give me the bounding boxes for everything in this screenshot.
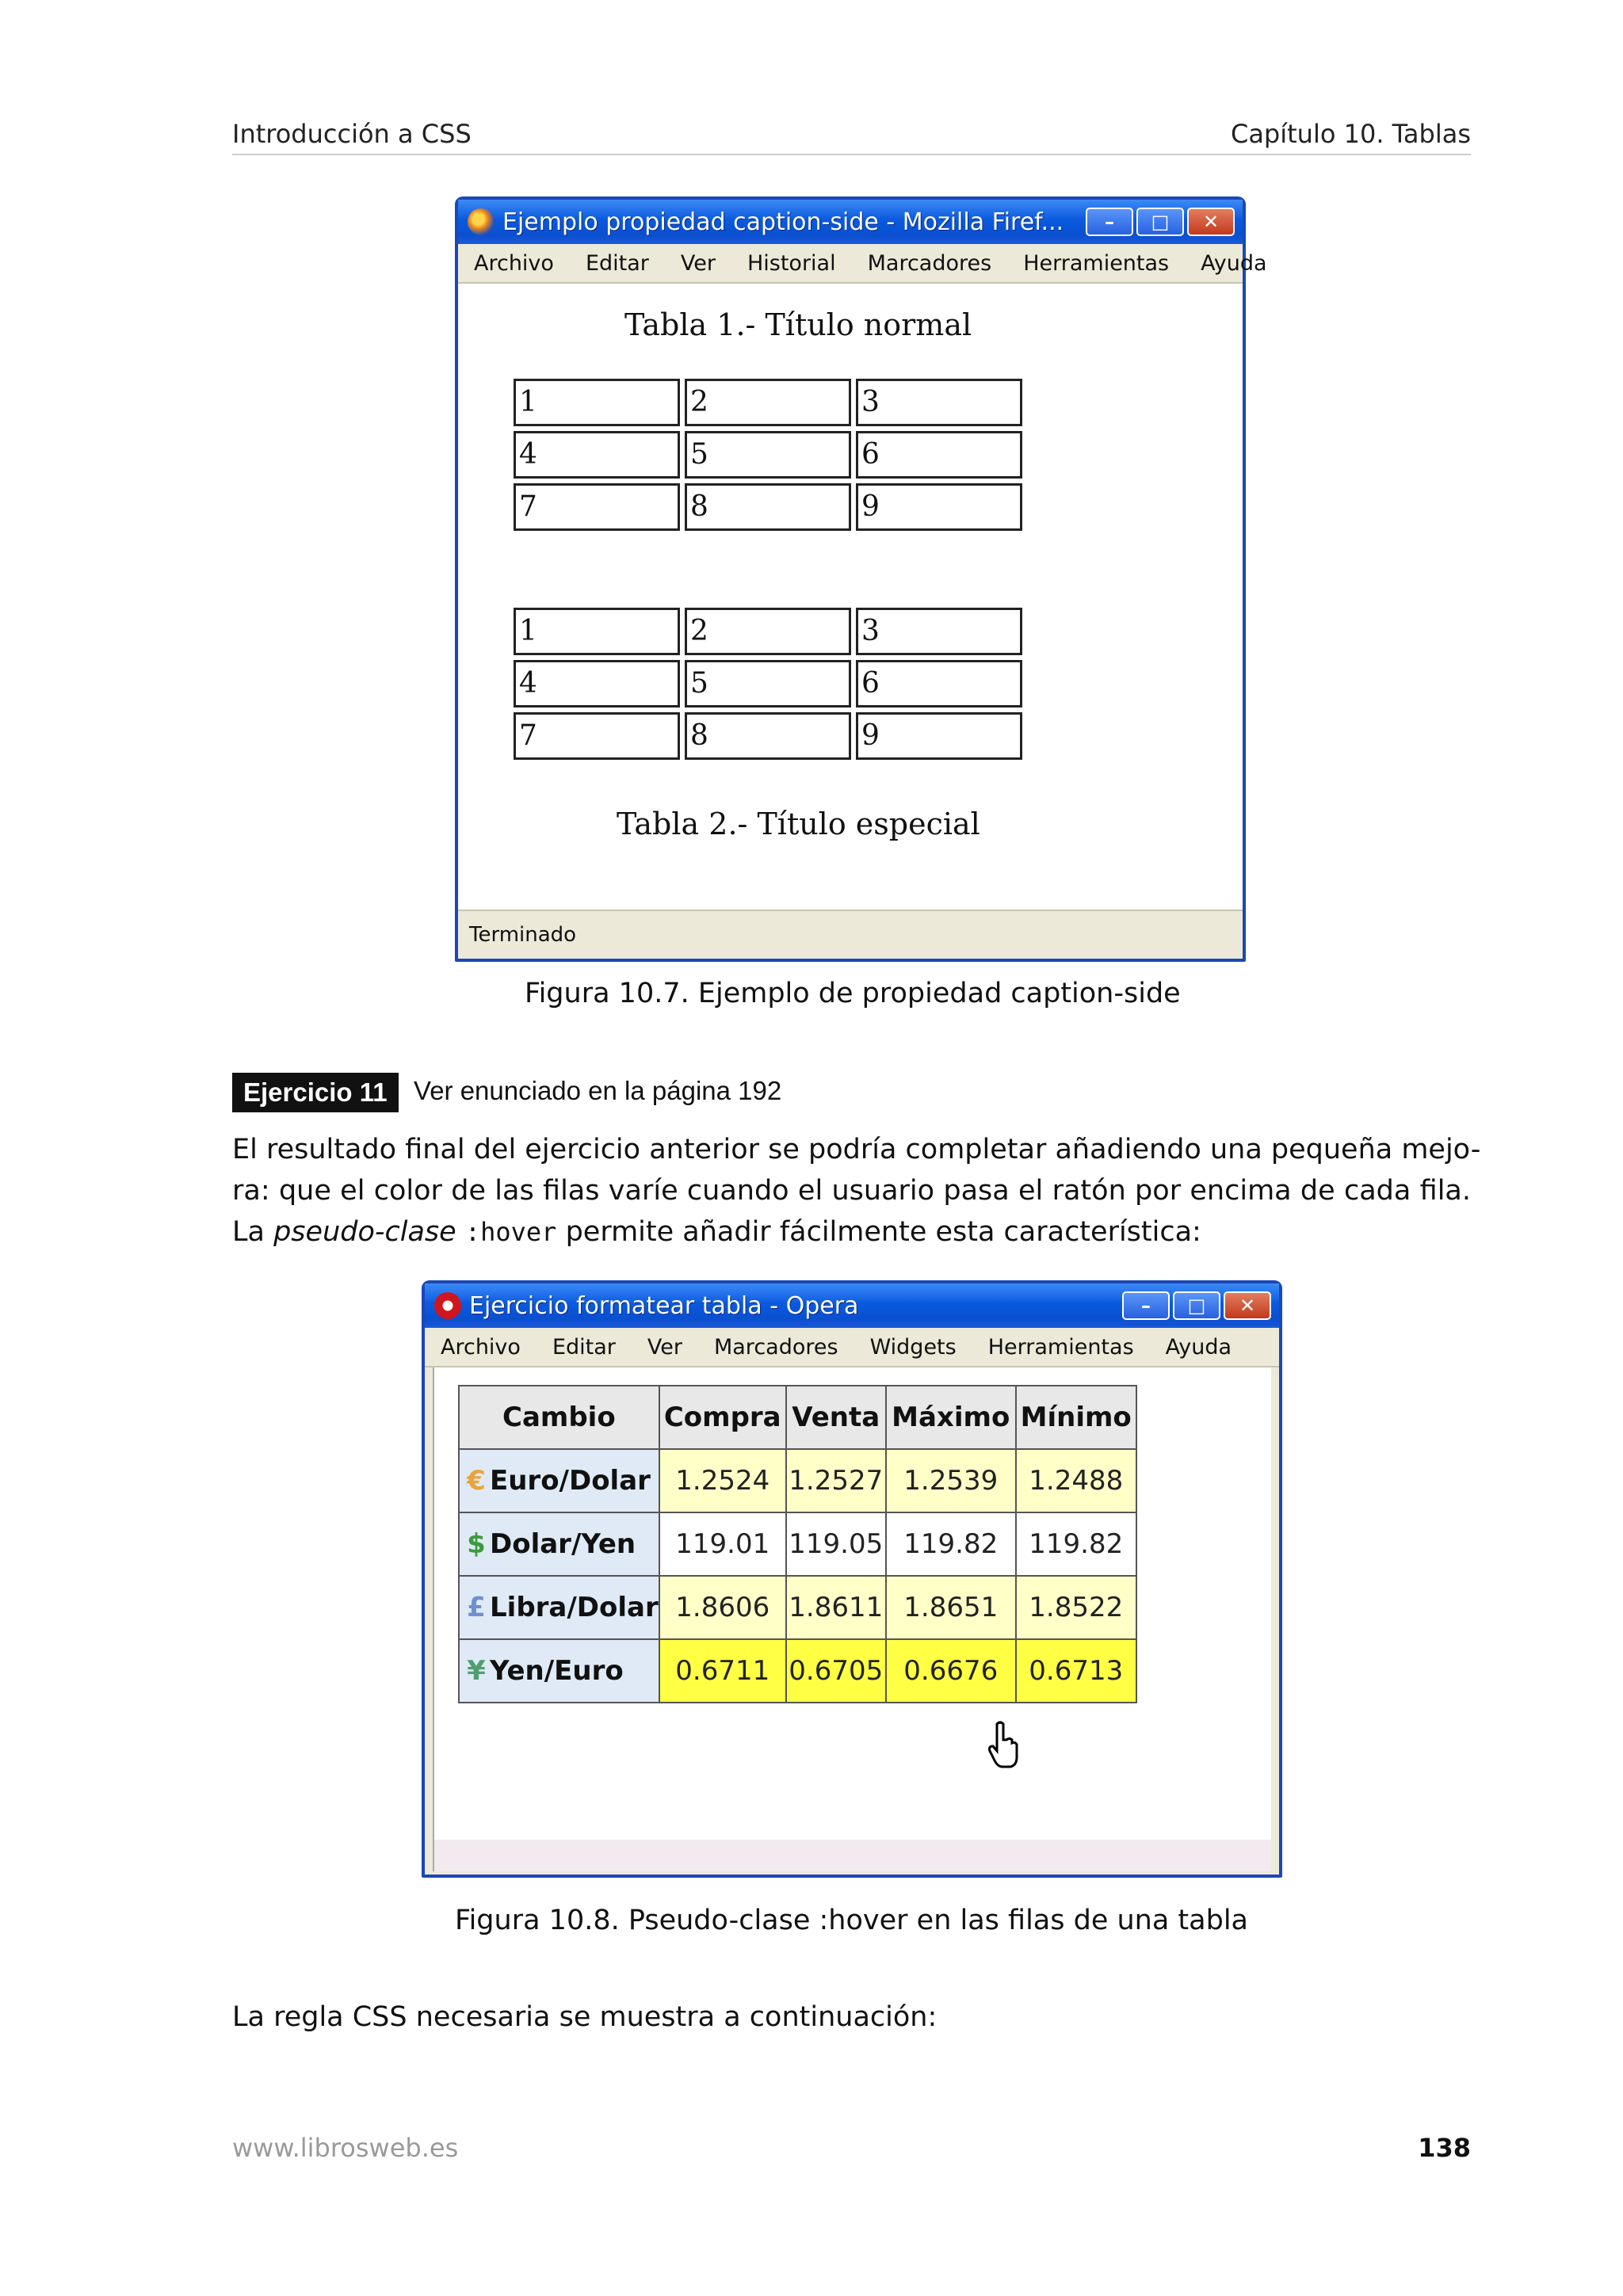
menu-editar[interactable]: Editar: [585, 250, 649, 276]
table-cell: 1.2527: [786, 1449, 886, 1512]
running-header-title: Introducción a CSS: [232, 119, 472, 149]
close-button[interactable]: ✕: [1187, 208, 1235, 236]
table1-cell: 2: [685, 379, 851, 426]
body-paragraph: [232, 1129, 1481, 1253]
menu-bar: [458, 244, 1267, 284]
table-row[interactable]: [459, 1576, 1136, 1639]
exercise-reference: Ver enunciado en la página 192: [414, 1076, 782, 1105]
table2-cell: 2: [685, 608, 851, 655]
currency-pair-name: Euro/Dolar: [490, 1465, 651, 1497]
status-text: Terminado: [469, 923, 577, 947]
currency-pair-cell: [459, 1512, 659, 1576]
inline-code: :hover: [464, 1217, 557, 1247]
menu-marcadores[interactable]: Marcadores: [867, 250, 992, 276]
figure-caption: Figura 10.7. Ejemplo de propiedad caption-side: [525, 978, 1181, 1009]
status-bar: [458, 910, 1243, 959]
exercise-badge: Ejercicio 11: [232, 1073, 399, 1112]
column-header: Compra: [659, 1386, 786, 1449]
currency-pair-cell: [459, 1449, 659, 1512]
table-cell: 119.82: [1016, 1512, 1136, 1576]
window-titlebar: [458, 200, 1243, 244]
table-cell: 0.6713: [1016, 1639, 1136, 1703]
table-cell: 0.6705: [786, 1639, 886, 1703]
content-bottom-strip: [434, 1840, 1271, 1871]
menu-ayuda[interactable]: Ayuda: [1165, 1334, 1232, 1360]
menu-ayuda[interactable]: Ayuda: [1201, 250, 1267, 276]
column-header: Máximo: [886, 1386, 1016, 1449]
page-content: [458, 284, 1243, 910]
maximize-button[interactable]: □: [1173, 1291, 1220, 1320]
table-row[interactable]: [459, 1512, 1136, 1576]
table2-caption: Tabla 2.- Título especial: [617, 807, 980, 841]
menu-herramientas[interactable]: Herramientas: [987, 1334, 1134, 1360]
currency-pair-name: Yen/Euro: [490, 1655, 624, 1687]
table-header-row: [459, 1386, 1136, 1449]
table1-cell: 9: [856, 483, 1022, 531]
table1-cell: 8: [685, 483, 851, 531]
table2-cell: 7: [514, 712, 680, 760]
table2: [514, 608, 1022, 760]
menu-bar: [425, 1328, 1279, 1367]
column-header: Venta: [786, 1386, 886, 1449]
table-cell: 0.6711: [659, 1639, 786, 1703]
table-cell: 1.8611: [786, 1576, 886, 1639]
menu-ver[interactable]: Ver: [680, 250, 716, 276]
menu-marcadores[interactable]: Marcadores: [713, 1334, 838, 1360]
table-cell: 119.01: [659, 1512, 786, 1576]
exchange-table: [458, 1385, 1137, 1703]
body-paragraph: La regla CSS necesaria se muestra a continuación:: [232, 2001, 938, 2033]
table-cell: 1.2539: [886, 1449, 1016, 1512]
paragraph-line: El resultado final del ejercicio anterior se podría completar añadiendo una pequeña mejo-: [232, 1134, 1481, 1165]
window-title: Ejemplo propiedad caption-side - Mozilla Firef...: [502, 208, 1064, 236]
currency-pair-name: Libra/Dolar: [490, 1592, 659, 1623]
table1-cell: 1: [514, 379, 680, 426]
table1-caption: Tabla 1.- Título normal: [624, 307, 972, 342]
table2-cell: 9: [856, 712, 1022, 760]
close-button[interactable]: ✕: [1224, 1291, 1271, 1320]
table-cell: 1.2524: [659, 1449, 786, 1512]
menu-historial[interactable]: Historial: [747, 250, 836, 276]
hand-cursor-icon: [989, 1721, 1018, 1768]
table-cell: 1.8651: [886, 1576, 1016, 1639]
menu-herramientas[interactable]: Herramientas: [1023, 250, 1170, 276]
text-run: permite añadir fácilmente esta característica:: [556, 1216, 1201, 1248]
footer-website: www.librosweb.es: [232, 2133, 459, 2163]
table-cell: 119.82: [886, 1512, 1016, 1576]
opera-window-screenshot: [422, 1280, 1282, 1878]
window-titlebar: [425, 1283, 1279, 1328]
table-cell: 0.6676: [886, 1639, 1016, 1703]
emphasis: pseudo-clase: [273, 1216, 456, 1248]
table2-cell: 5: [685, 660, 851, 707]
table2-cell: 6: [856, 660, 1022, 707]
firefox-icon: [468, 208, 495, 235]
table1-cell: 7: [514, 483, 680, 531]
page-content: [433, 1367, 1271, 1871]
table2-cell: 3: [856, 608, 1022, 655]
table1-cell: 5: [685, 431, 851, 479]
figure-caption: Figura 10.8. Pseudo-clase :hover en las filas de una tabla: [455, 1905, 1248, 1936]
table-cell: 1.8606: [659, 1576, 786, 1639]
table2-cell: 8: [685, 712, 851, 760]
minimize-button[interactable]: –: [1086, 208, 1133, 236]
table-cell: 1.2488: [1016, 1449, 1136, 1512]
opera-icon: [434, 1292, 461, 1319]
firefox-window-screenshot: [455, 196, 1267, 962]
dollar-icon: $: [467, 1528, 486, 1560]
euro-icon: €: [467, 1465, 486, 1497]
menu-ver[interactable]: Ver: [647, 1334, 682, 1360]
header-divider: [232, 154, 1471, 155]
paragraph-line: [232, 1211, 1471, 1253]
paragraph-line: ra: que el color de las filas varíe cuando el usuario pasa el ratón por encima de cada fila.: [232, 1175, 1471, 1207]
table1-cell: 6: [856, 431, 1022, 479]
table1: [514, 379, 1022, 531]
menu-archivo[interactable]: Archivo: [441, 1334, 521, 1360]
table1-cell: 3: [856, 379, 1022, 426]
table1-cell: 4: [514, 431, 680, 479]
table-cell: 119.05: [786, 1512, 886, 1576]
table2-cell: 4: [514, 660, 680, 707]
minimize-button[interactable]: –: [1122, 1291, 1170, 1320]
table-row-hovered[interactable]: [459, 1639, 1136, 1703]
pound-icon: £: [467, 1592, 486, 1623]
maximize-button[interactable]: □: [1136, 208, 1184, 236]
window-title: Ejercicio formatear tabla - Opera: [469, 1291, 859, 1320]
yen-icon: ¥: [467, 1655, 486, 1687]
table2-cell: 1: [514, 608, 680, 655]
currency-pair-name: Dolar/Yen: [490, 1528, 636, 1560]
currency-pair-cell: [459, 1639, 659, 1703]
text-run: La: [232, 1216, 274, 1248]
page-number: 138: [1418, 2133, 1471, 2163]
currency-pair-cell: [459, 1576, 659, 1639]
column-header: Cambio: [459, 1386, 659, 1449]
running-header-chapter: Capítulo 10. Tablas: [1230, 119, 1471, 149]
column-header: Mínimo: [1016, 1386, 1136, 1449]
menu-archivo[interactable]: Archivo: [474, 250, 554, 276]
menu-widgets[interactable]: Widgets: [869, 1334, 957, 1360]
table-cell: 1.8522: [1016, 1576, 1136, 1639]
table-row[interactable]: [459, 1449, 1136, 1512]
menu-editar[interactable]: Editar: [552, 1334, 616, 1360]
